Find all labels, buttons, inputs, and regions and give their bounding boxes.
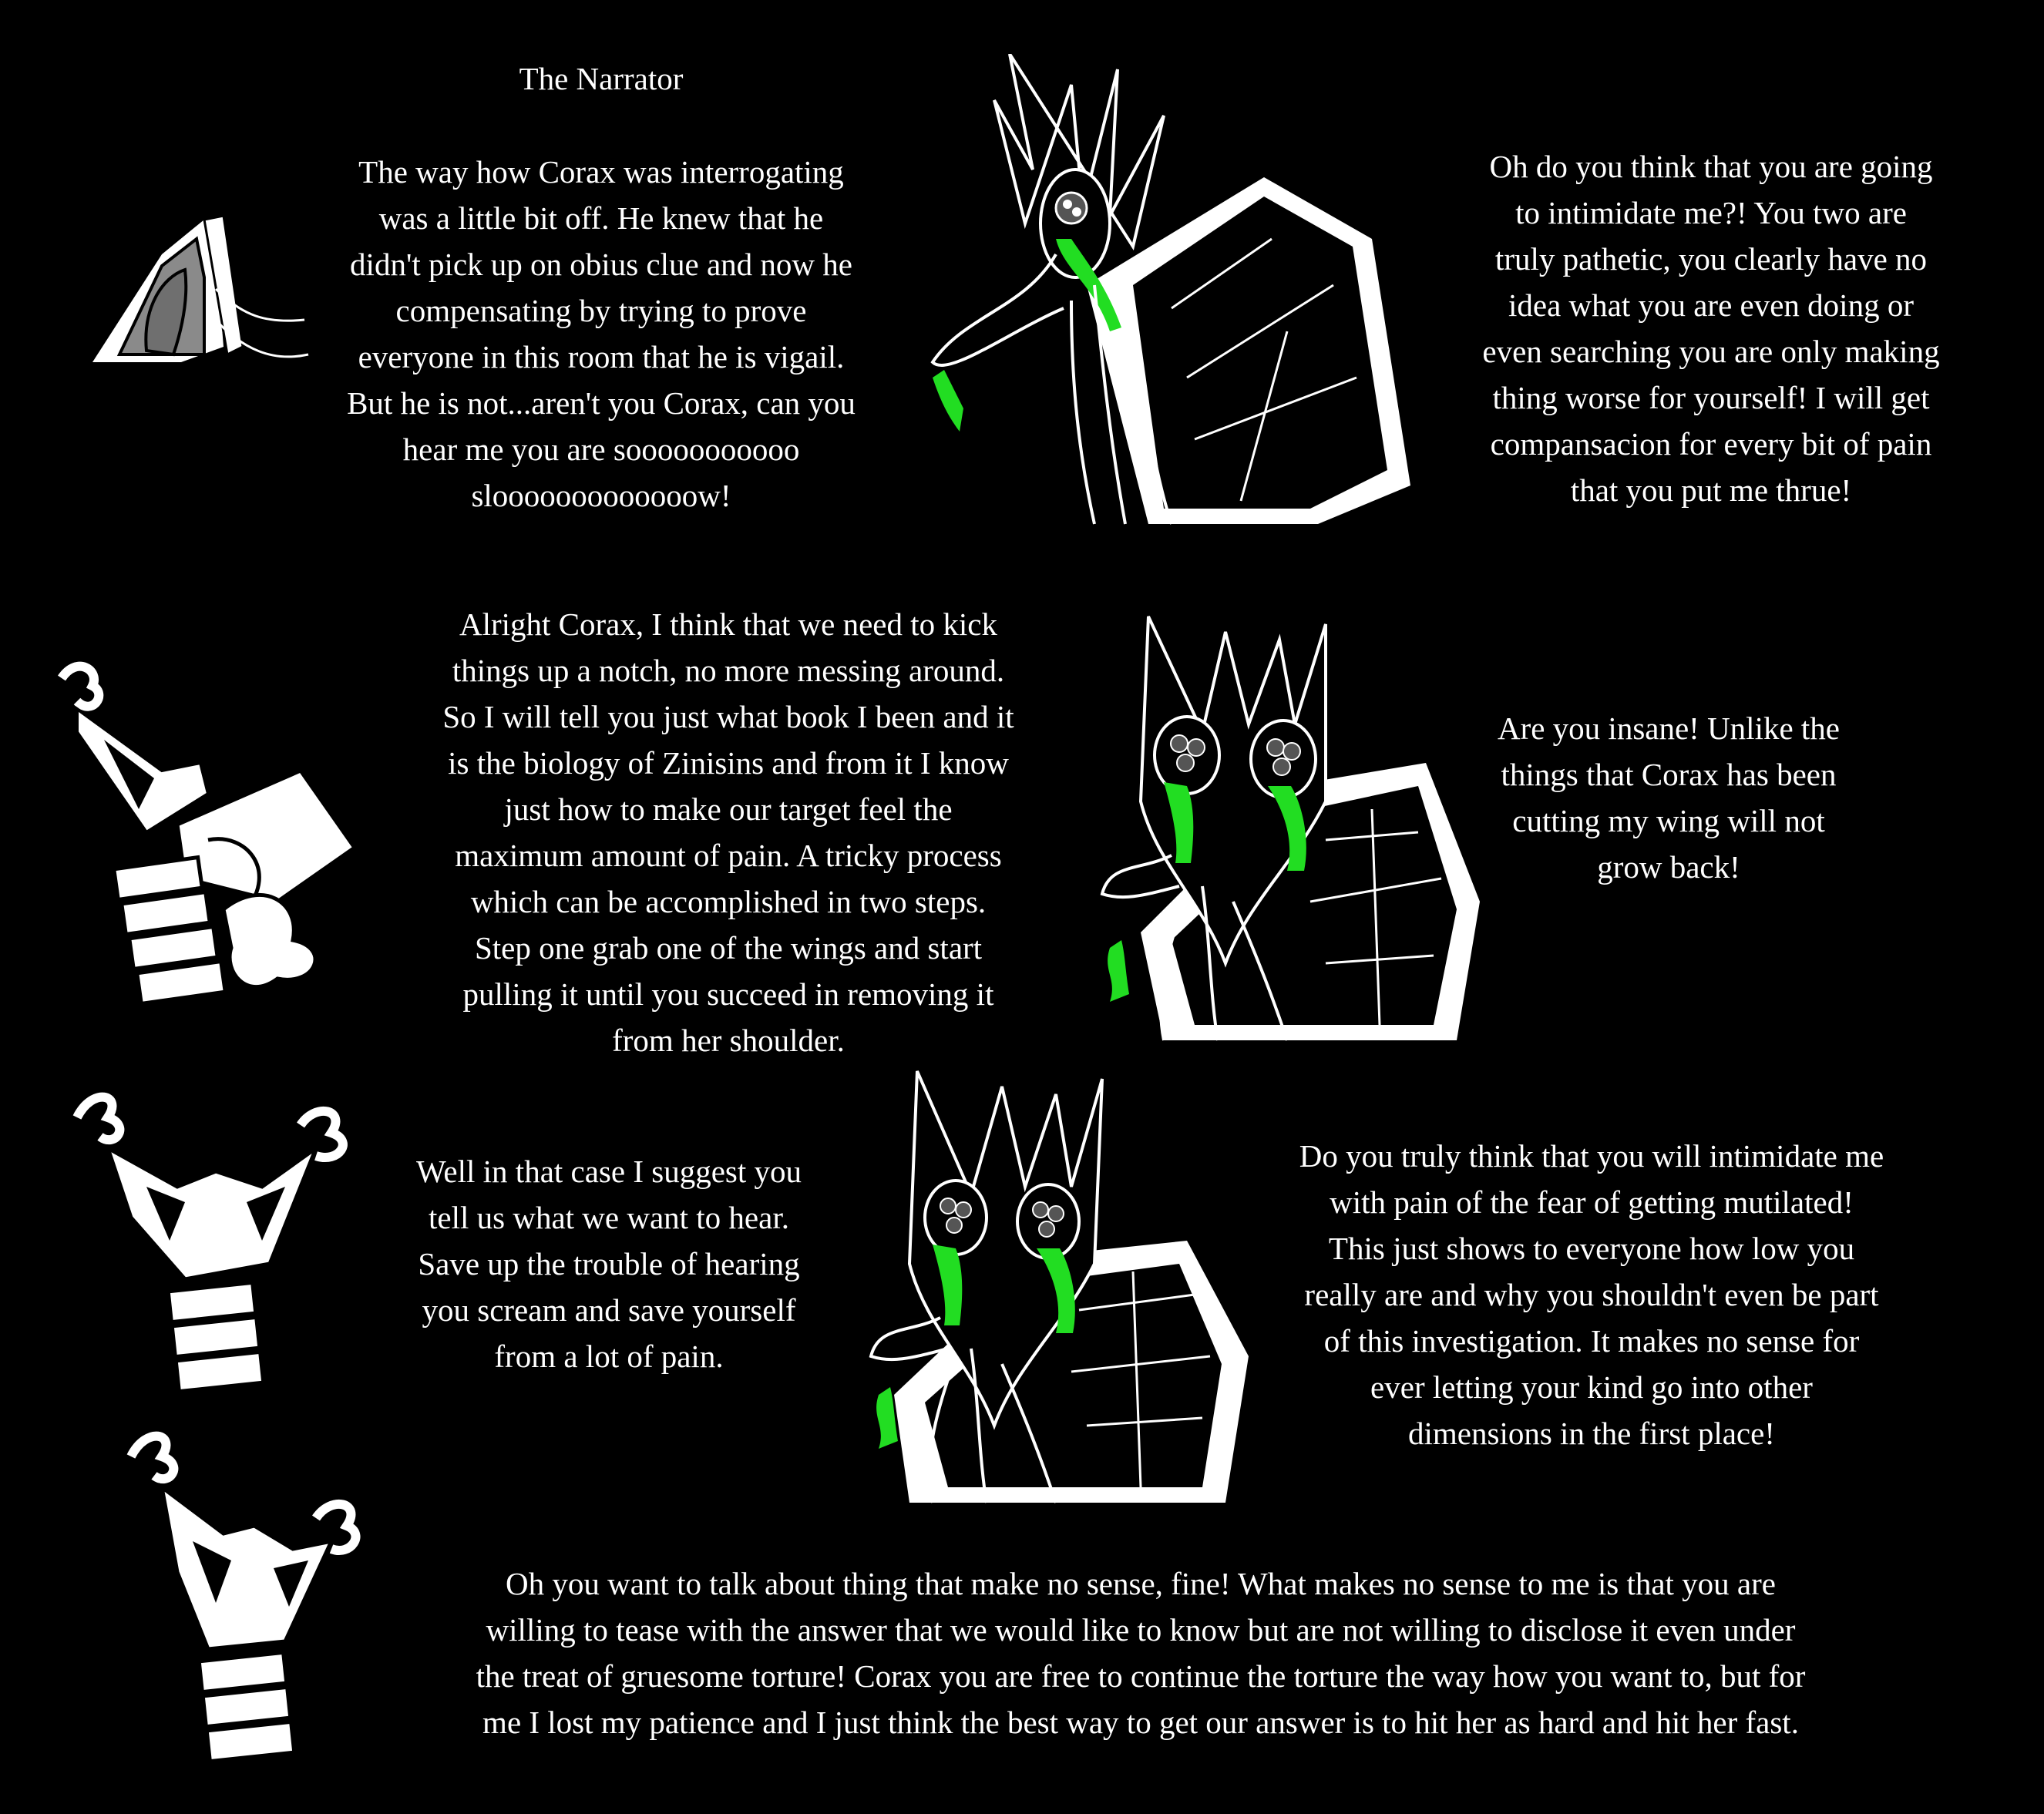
narrator-paragraph: The way how Corax was interrogating was a little bit off. He knew that he didn't pick up on obius clue and now he compensating by trying to prove everyone in this room that he is vigail. But he is not...aren't you Corax, can you hear me you are sooooooooooo slooooooooooooow! — [347, 154, 856, 513]
speaker-2-standing-drawing-2 — [108, 1418, 370, 1780]
creature-reply-3-paragraph: Do you truly think that you will intimidate me with pain of the fear of getting mutilated! This just shows to everyone how low you really are and why you shouldn't even be part of this investigation. It makes no sense for ever letting your kind go into other dimensions in the first place! — [1299, 1138, 1884, 1451]
speaker-2-line-3-paragraph: Oh you want to talk about thing that make no sense, fine! What makes no sense to me is that you are willing to tease with the answer that we would like to know but are not willing to disclose it even under the treat of gruesome torture! Corax you are free to continue the torture the way how you want to, but for me I lost my patience and I just think the best way to get our answer is to hit her as hard and hit her fast. — [476, 1566, 1806, 1740]
narrator-title: The Narrator — [519, 61, 684, 96]
creature-reply-1-paragraph: Oh do you think that you are going to intimidate me?! You two are truly pathetic, you clearly have no idea what you are even doing or even searching you are only making thing worse for yourself! I will get compansacion for every bit of pain that you put me thrue! — [1482, 149, 1940, 508]
speaker-2-line-1-paragraph: Alright Corax, I think that we need to kick things up a notch, no more messing around. So I will tell you just what book I been and it is the biology of Zinisins and from it I know just how to make our target feel the maximum amount of pain. A tricky process which can be accomplished in two steps. Step one grab one of the wings and start pulling it until you succeed in removing it from her shoulder. — [442, 606, 1014, 1058]
speaker-2-grabbing-drawing — [46, 647, 370, 1009]
speaker-2-standing-drawing-1 — [62, 1063, 370, 1410]
creature-reply-2-paragraph: Are you insane! Unlike the things that Corax has been cutting my wing will not grow back! — [1497, 710, 1841, 885]
zinisin-creature-drawing-1 — [917, 54, 1410, 532]
speaker-2-line-2-paragraph: Well in that case I suggest you tell us what we want to hear. Save up the trouble of hearing you scream and save yourself from a lot of pain. — [416, 1154, 802, 1374]
